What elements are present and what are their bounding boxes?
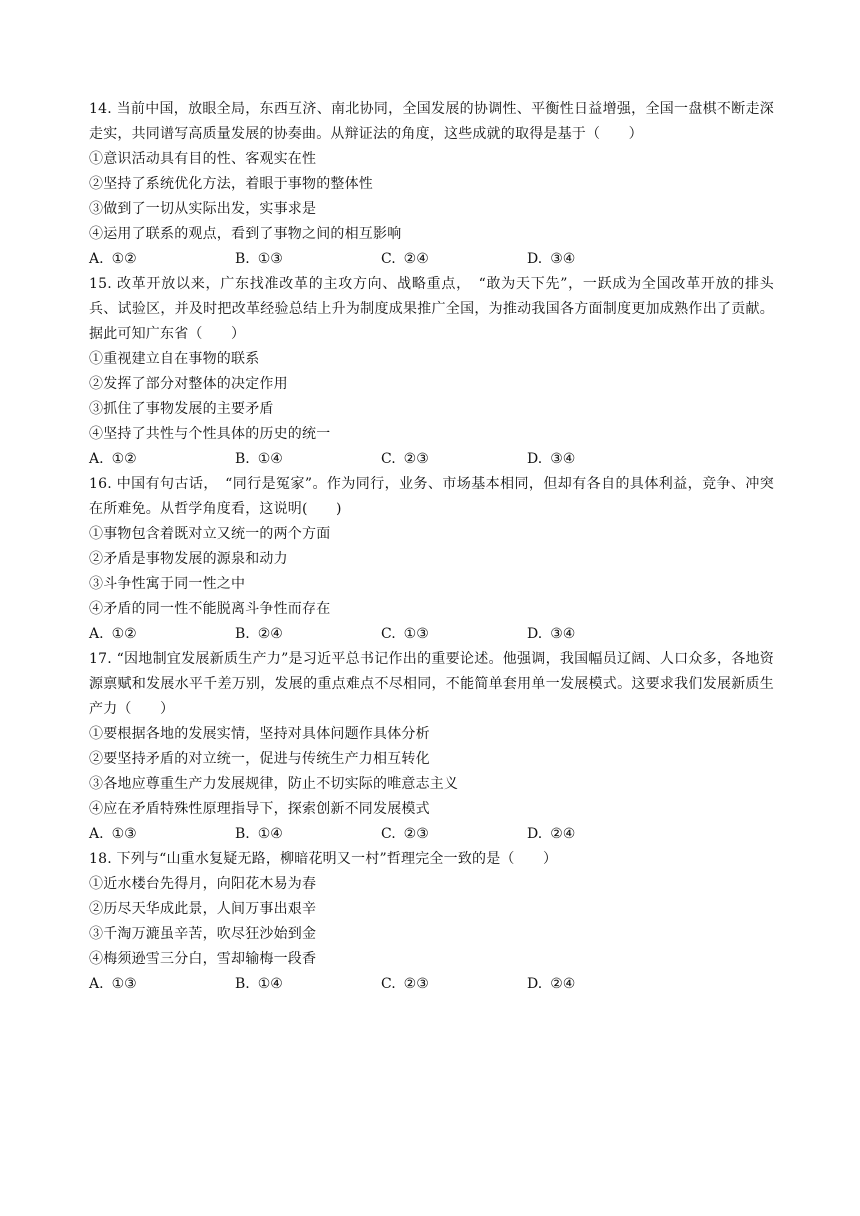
statement-4: ④矛盾的同一性不能脱离斗争性而存在 — [89, 601, 331, 617]
choice-letter: D. — [527, 251, 543, 267]
choice-letter: D. — [527, 826, 543, 842]
choice-text: ②③ — [403, 976, 429, 992]
choice-text: ①③ — [111, 976, 137, 992]
statement-2: ②矛盾是事物发展的源泉和动力 — [89, 551, 288, 567]
question-stem: 15. 改革开放以来，广东找准改革的主攻方向、战略重点， “敢为天下先”，一跃成为全国改革开放的排头兵、试验区，并及时把改革经验总结上升为制度成果推广全国，为推动我国各方面制度更加成熟作出了贡献。据此可知广东省（ ） — [89, 276, 774, 342]
statement-3: ③做到了一切从实际出发，实事求是 — [89, 201, 317, 217]
choice-letter: A. — [89, 626, 104, 642]
statement-4: ④梅须逊雪三分白，雪却输梅一段香 — [89, 951, 317, 967]
question-stem: 14. 当前中国，放眼全局，东西互济、南北协同，全国发展的协调性、平衡性日益增强，全国一盘棋不断走深走实，共同谱写高质量发展的协奏曲。从辩证法的角度，这些成就的取得是基于（ ） — [89, 101, 774, 142]
choice-letter: B. — [235, 626, 250, 642]
question-15 — [89, 272, 774, 472]
choice-letter: D. — [527, 626, 543, 642]
answer-choices — [89, 822, 774, 847]
choice-d — [527, 972, 673, 997]
statement-4: ④运用了联系的观点，看到了事物之间的相互影响 — [89, 226, 402, 242]
choice-text: ①③ — [403, 626, 429, 642]
question-14 — [89, 97, 774, 272]
choice-b — [235, 622, 381, 647]
answer-choices — [89, 972, 774, 997]
statement-1: ①意识活动具有目的性、客观实在性 — [89, 151, 317, 167]
statement-2: ②发挥了部分对整体的决定作用 — [89, 376, 288, 392]
choice-letter: A. — [89, 451, 104, 467]
choice-c — [381, 972, 527, 997]
question-stem: 17. “因地制宜发展新质生产力”是习近平总书记作出的重要论述。他强调，我国幅员辽阔、人口众多，各地资源禀赋和发展水平千差万别，发展的重点难点不尽相同，不能简单套用单一发展模式。这要求我们发展新质生产力（ ） — [89, 651, 774, 717]
choice-a — [89, 822, 235, 847]
choice-d — [527, 622, 673, 647]
statement-3: ③抓住了事物发展的主要矛盾 — [89, 401, 274, 417]
question-16 — [89, 472, 774, 647]
choice-letter: D. — [527, 451, 543, 467]
choice-letter: A. — [89, 976, 104, 992]
choice-text: ①② — [111, 251, 137, 267]
choice-d — [527, 822, 673, 847]
answer-choices — [89, 622, 774, 647]
choice-a — [89, 247, 235, 272]
statement-3: ③各地应尊重生产力发展规律，防止不切实际的唯意志主义 — [89, 776, 459, 792]
choice-text: ①④ — [257, 826, 283, 842]
choice-text: ②④ — [550, 826, 576, 842]
choice-b — [235, 247, 381, 272]
choice-text: ①② — [111, 626, 137, 642]
choice-text: ③④ — [550, 626, 576, 642]
choice-b — [235, 447, 381, 472]
choice-text: ③④ — [550, 451, 576, 467]
choice-a — [89, 622, 235, 647]
choice-a — [89, 972, 235, 997]
choice-c — [381, 447, 527, 472]
choice-letter: C. — [381, 976, 396, 992]
answer-choices — [89, 247, 774, 272]
choice-c — [381, 822, 527, 847]
question-18 — [89, 847, 774, 997]
statement-2: ②要坚持矛盾的对立统一，促进与传统生产力相互转化 — [89, 751, 430, 767]
question-stem: 16. 中国有句古话， “同行是冤家”。作为同行，业务、市场基本相同，但却有各自的具体利益，竞争、冲突在所难免。从哲学角度看，这说明( ) — [89, 476, 774, 517]
choice-text: ①③ — [111, 826, 137, 842]
choice-text: ①② — [111, 451, 137, 467]
choice-text: ②④ — [257, 626, 283, 642]
statement-2: ②历尽天华成此景，人间万事出艰辛 — [89, 901, 317, 917]
choice-text: ③④ — [550, 251, 576, 267]
statement-4: ④坚持了共性与个性具体的历史的统一 — [89, 426, 331, 442]
statement-1: ①要根据各地的发展实情，坚持对具体问题作具体分析 — [89, 726, 430, 742]
choice-b — [235, 972, 381, 997]
choice-letter: B. — [235, 451, 250, 467]
statement-1: ①近水楼台先得月，向阳花木易为春 — [89, 876, 317, 892]
choice-text: ②④ — [403, 251, 429, 267]
choice-d — [527, 247, 673, 272]
choice-b — [235, 822, 381, 847]
choice-c — [381, 622, 527, 647]
choice-letter: C. — [381, 451, 396, 467]
statement-1: ①重视建立自在事物的联系 — [89, 351, 260, 367]
choice-letter: A. — [89, 251, 104, 267]
choice-text: ①③ — [257, 251, 283, 267]
choice-letter: B. — [235, 976, 250, 992]
choice-text: ①④ — [257, 451, 283, 467]
statement-4: ④应在矛盾特殊性原理指导下，探索创新不同发展模式 — [89, 801, 430, 817]
choice-letter: A. — [89, 826, 104, 842]
choice-text: ②③ — [403, 451, 429, 467]
choice-text: ①④ — [257, 976, 283, 992]
statement-1: ①事物包含着既对立又统一的两个方面 — [89, 526, 331, 542]
choice-c — [381, 247, 527, 272]
statement-3: ③千淘万漉虽辛苦，吹尽狂沙始到金 — [89, 926, 317, 942]
choice-letter: C. — [381, 826, 396, 842]
choice-letter: D. — [527, 976, 543, 992]
statement-3: ③斗争性寓于同一性之中 — [89, 576, 246, 592]
choice-a — [89, 447, 235, 472]
choice-letter: C. — [381, 251, 396, 267]
choice-letter: B. — [235, 826, 250, 842]
question-17 — [89, 647, 774, 847]
answer-choices — [89, 447, 774, 472]
statement-2: ②坚持了系统优化方法，着眼于事物的整体性 — [89, 176, 373, 192]
choice-letter: C. — [381, 626, 396, 642]
choice-d — [527, 447, 673, 472]
exam-page — [89, 97, 774, 997]
choice-letter: B. — [235, 251, 250, 267]
choice-text: ②③ — [403, 826, 429, 842]
choice-text: ②④ — [550, 976, 576, 992]
question-stem: 18. 下列与“山重水复疑无路，柳暗花明又一村”哲理完全一致的是（ ） — [89, 851, 558, 867]
